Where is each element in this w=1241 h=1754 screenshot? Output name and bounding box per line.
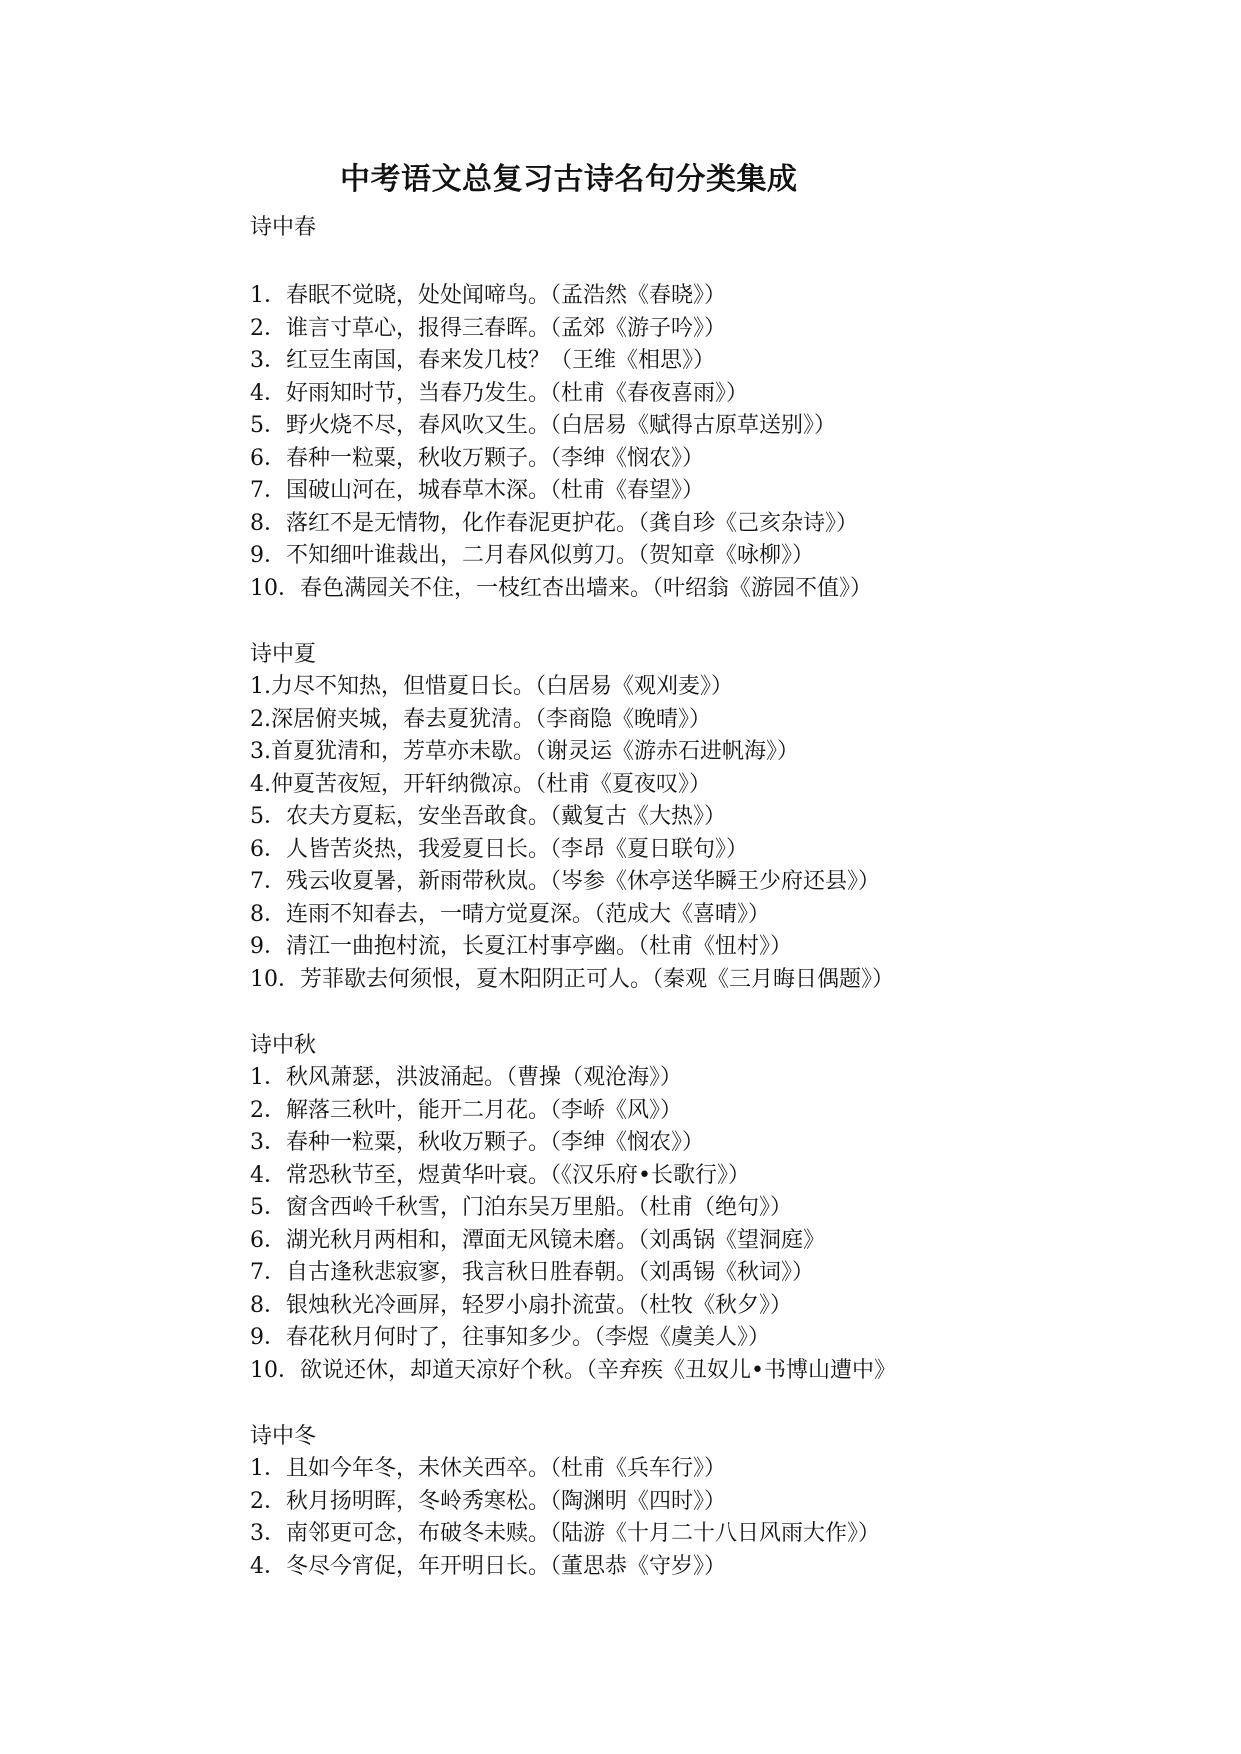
- section-spacer: [250, 1387, 1210, 1421]
- section-heading: 诗中冬: [250, 1424, 317, 1449]
- verse-line: 2．秋月扬明晖，冬岭秀寒松。（陶渊明《四时》）: [250, 1488, 726, 1514]
- verse-line: 3．南邻更可念，布破冬未赎。（陆游《十月二十八日风雨大作》）: [250, 1521, 880, 1546]
- verse-line: 3．红豆生南国，春来发几枝？（王维《相思》）: [250, 348, 715, 373]
- verse-line: 3.首夏犹清和，芳草亦未歇。（谢灵运《游赤石进帆海》）: [250, 739, 799, 764]
- page-title: 中考语文总复习古诗名句分类集成: [340, 162, 798, 197]
- verse-line: 6．人皆苦炎热，我爱夏日长。（李昂《夏日联句》）: [250, 836, 748, 862]
- verse-line: 2．解落三秋叶，能开二月花。（李峤《风》）: [250, 1097, 682, 1123]
- verse-line: 5．野火烧不尽，春风吹又生。（白居易《赋得古原草送别》）: [250, 413, 836, 438]
- verse-line: 4．冬尽今宵促，年开明日长。（董思恭《守岁》）: [250, 1553, 726, 1579]
- section-spacer: [250, 996, 1210, 1030]
- verse-line: 4．常恐秋节至，煜黄华叶衰。（《汉乐府•长歌行》）: [250, 1162, 750, 1188]
- spacer: [250, 244, 1210, 280]
- verse-line: 10．春色满园关不住，一枝红杏出墙来。（叶绍翁《游园不值》）: [250, 575, 872, 601]
- verse-line: 4．好雨知时节，当春乃发生。（杜甫《春夜喜雨》）: [250, 380, 748, 406]
- section-autumn: [250, 1030, 1210, 1387]
- verse-line: 8．连雨不知春去，一晴方觉夏深。（范成大《喜晴》）: [250, 901, 770, 927]
- verse-line: 5．农夫方夏耘，安坐吾敢食。（戴复古《大热》）: [250, 804, 726, 829]
- verse-line: 1．秋风萧瑟，洪波涌起。（曹操（观沧海》）: [250, 1065, 682, 1090]
- section-heading: 诗中春: [250, 215, 317, 240]
- section-winter: [250, 1421, 1210, 1583]
- verse-line: 1．且如今年冬，未休关西卒。（杜甫《兵车行》）: [250, 1456, 726, 1481]
- verse-line: 5．窗含西岭千秋雪，门泊东吴万里船。（杜甫（绝句》）: [250, 1195, 792, 1220]
- verse-line: 9．春花秋月何时了，往事知多少。（李煜《虞美人》）: [250, 1325, 770, 1350]
- verse-line: 10．芳菲歇去何须恨，夏木阳阴正可人。（秦观《三月晦日偶题》）: [250, 966, 894, 992]
- verse-line: 6．春种一粒粟，秋收万颗子。（李绅《悯农》）: [250, 445, 704, 471]
- verse-line: 2.深居俯夹城，春去夏犹清。（李商隐《晚晴》）: [250, 706, 711, 732]
- verse-line: 8．落红不是无情物，化作春泥更护花。（龚自珍《己亥杂诗》）: [250, 510, 858, 536]
- verse-line: 9．清江一曲抱村流，长夏江村事亭幽。（杜甫《忸村》）: [250, 934, 792, 959]
- verse-line: 1.力尽不知热，但惜夏日长。（白居易《观刈麦》）: [250, 674, 733, 699]
- verse-line: 2．谁言寸草心，报得三春晖。（孟郊《游子吟》）: [250, 315, 726, 341]
- verse-line: 7．自古逢秋悲寂寥，我言秋日胜春朝。（刘禹锡《秋词》）: [250, 1260, 814, 1285]
- verse-line: 7．国破山河在，城春草木深。（杜甫《春望》）: [250, 478, 704, 503]
- verse-line: 8．银烛秋光冷画屏，轻罗小扇扑流萤。（杜牧《秋夕》）: [250, 1292, 792, 1318]
- verse-line: 4.仲夏苦夜短，开轩纳微凉。（杜甫《夏夜叹》）: [250, 771, 711, 797]
- section-spacer: [250, 605, 1210, 639]
- verse-line: 6．湖光秋月两相和，潭面无风镜未磨。（刘禹锅《望洞庭》: [250, 1227, 825, 1253]
- verse-line: 3．春种一粒粟，秋收万颗子。（李绅《悯农》）: [250, 1130, 704, 1155]
- verse-line: 1．春眠不觉晓，处处闻啼鸟。（孟浩然《春晓》）: [250, 283, 726, 308]
- section-heading: 诗中夏: [250, 642, 317, 667]
- section-heading: 诗中秋: [250, 1033, 317, 1058]
- section-summer: [250, 639, 1210, 996]
- document-body: [250, 212, 1210, 1583]
- section-spring: [250, 212, 1210, 605]
- verse-line: 10．欲说还休，却道天凉好个秋。（辛弃疾《丑奴儿•书博山遭中》: [250, 1357, 896, 1383]
- verse-line: 7．残云收夏暑，新雨带秋岚。（岑参《休亭送华瞬王少府还县》）: [250, 869, 880, 894]
- verse-line: 9．不知细叶谁裁出，二月春风似剪刀。（贺知章《咏柳》）: [250, 543, 814, 568]
